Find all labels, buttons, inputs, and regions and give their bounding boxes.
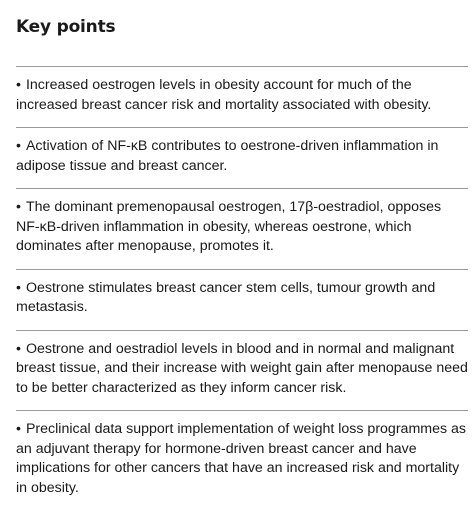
key-point-item (16, 188, 468, 269)
key-point-item (16, 127, 468, 188)
key-point-text: Activation of NF-κB contributes to oestrone-driven inflammation in adipose tissue and breast cancer. (16, 138, 439, 174)
key-points-list (16, 66, 468, 510)
key-point-text: Oestrone stimulates breast cancer stem cells, tumour growth and metastasis. (16, 279, 436, 315)
key-point-text: Oestrone and oestradiol levels in blood and in normal and malignant breast tissue, and their increase with weight gain after menopause need to be better characterized as they inform cancer risk. (16, 340, 468, 396)
key-point-item (16, 66, 468, 127)
key-points-heading: Key points (16, 17, 116, 37)
key-point-text: Preclinical data support implementation of weight loss programmes as an adjuvant therapy for hormone-driven breast cancer and have implications for other cancers that have an increased risk and mortality in obesity. (16, 421, 466, 496)
bullet-icon: • (16, 340, 21, 357)
bullet-icon: • (16, 77, 21, 93)
key-point-item (16, 269, 468, 330)
bullet-icon: • (16, 279, 21, 296)
bullet-icon: • (16, 421, 21, 437)
key-point-text: Increased oestrogen levels in obesity account for much of the increased breast cancer risk and mortality associated with obesity. (16, 77, 432, 113)
bullet-icon: • (16, 199, 21, 215)
key-point-item (16, 330, 468, 411)
bullet-icon: • (16, 138, 21, 154)
key-point-text: The dominant premenopausal oestrogen, 17β-oestradiol, opposes NF-κB-driven inflammation in obesity, whereas oestrone, which dominates after menopause, promotes it. (16, 199, 442, 254)
key-point-item (16, 410, 468, 510)
